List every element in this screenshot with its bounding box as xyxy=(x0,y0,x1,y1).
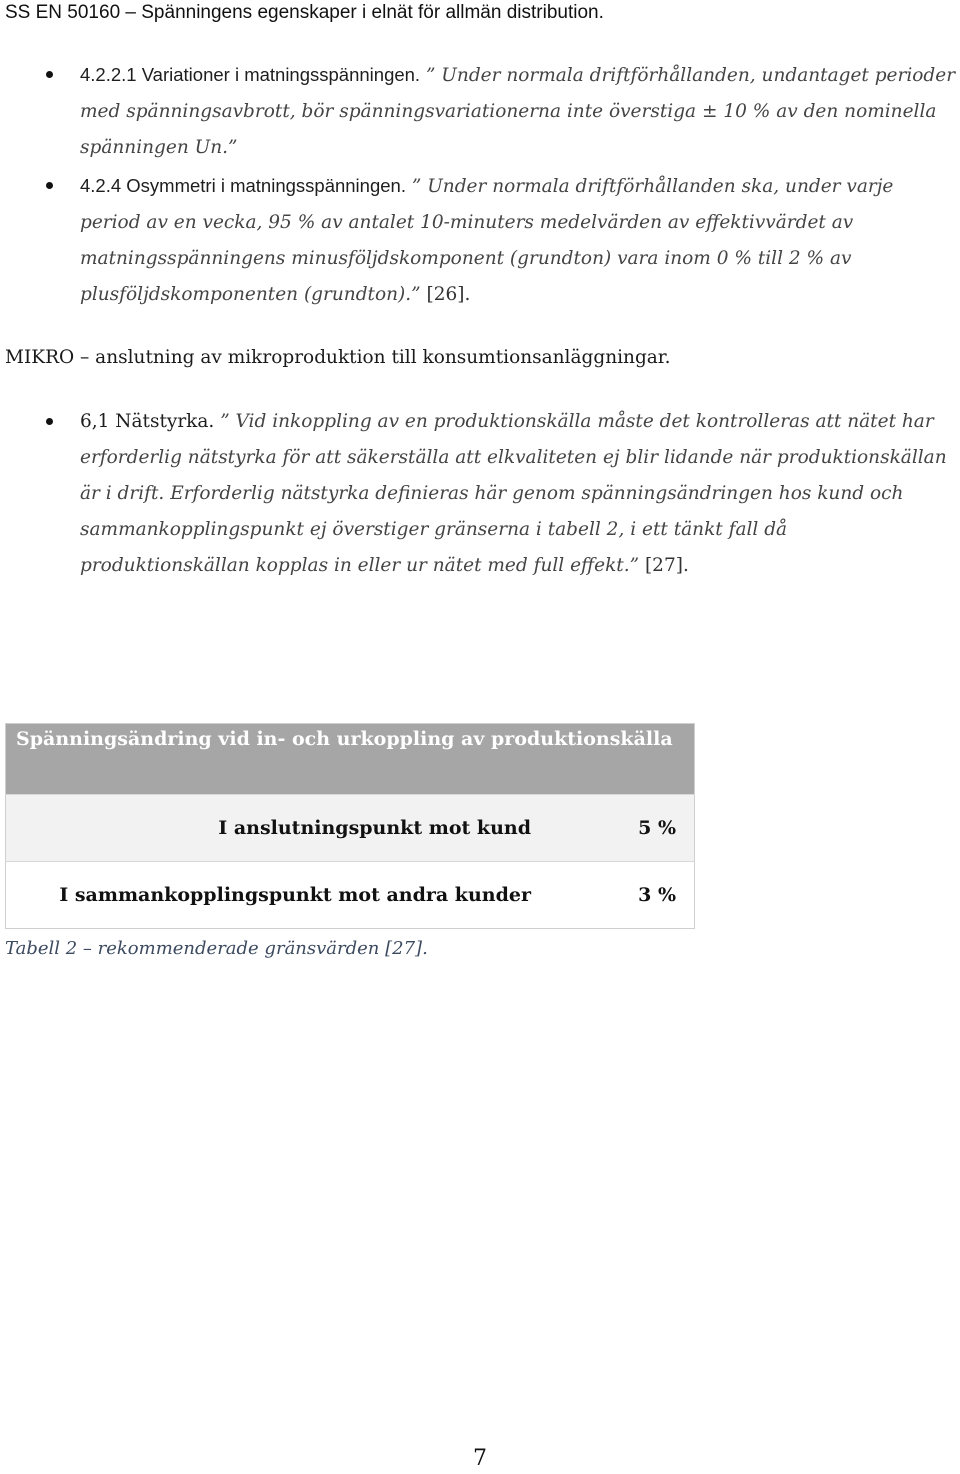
item-quote: ” Under normala driftförhållanden ska, under varje period av en vecka, 95 % av antalet 10-minuters medelvärden av effektivvärdet av matningsspänningens minusföljdskomponent (grundton) vara inom 0 % till 2 % av plusföljdskomponenten (grundton).” xyxy=(80,176,894,305)
list-item-natstyrka xyxy=(80,404,958,584)
limits-table xyxy=(5,723,695,929)
item-lead: 4.2.2.1 Variationer i matningsspänningen. xyxy=(80,64,421,85)
item-quote: ” Vid inkoppling av en produktionskälla måste det kontrolleras att nätet har erforderlig nätstyrka för att säkerställa att elkvaliteten ej blir lidande när produktionskällan är i drift. Erforderlig nätstyrka definieras här genom spänningsändringen hos kund och sammankopplingspunkt ej överstiger gränserna i tabell 2, i ett tänkt fall då produktionskällan kopplas in eller ur nätet med full effekt.” xyxy=(80,411,947,576)
item-citation: [27]. xyxy=(644,555,689,576)
table-header: Spänningsändring vid in- och urkoppling av produktionskälla xyxy=(6,724,695,795)
item-lead: 4.2.4 Osymmetri i matningsspänningen. xyxy=(80,175,406,196)
table-row xyxy=(6,862,695,929)
row-value: 5 % xyxy=(615,795,695,862)
table-row xyxy=(6,795,695,862)
item-quote: ” Under normala driftförhållanden, undantaget perioder med spänningsavbrott, bör spänningsvariationerna inte överstiga ± 10 % av den nominella spänningen Un.” xyxy=(80,65,956,158)
bullet-icon xyxy=(46,71,53,78)
page-number: 7 xyxy=(473,1446,487,1471)
list-item-variationer xyxy=(80,57,958,166)
row-value: 3 % xyxy=(615,862,695,929)
page-header-title: SS EN 50160 – Spänningens egenskaper i elnät för allmän distribution. xyxy=(5,2,604,23)
mikro-heading: MIKRO – anslutning av mikroproduktion till konsumtionsanläggningar. xyxy=(5,347,671,368)
row-label: I sammankopplingspunkt mot andra kunder xyxy=(6,862,616,929)
bullet-icon xyxy=(46,418,53,425)
row-label: I anslutningspunkt mot kund xyxy=(6,795,616,862)
bullet-icon xyxy=(46,182,53,189)
table-caption: Tabell 2 – rekommenderade gränsvärden [27]. xyxy=(5,938,428,959)
item-lead: 6,1 Nätstyrka. xyxy=(80,411,215,432)
item-citation: [26]. xyxy=(426,284,471,305)
list-item-osymmetri xyxy=(80,168,958,313)
